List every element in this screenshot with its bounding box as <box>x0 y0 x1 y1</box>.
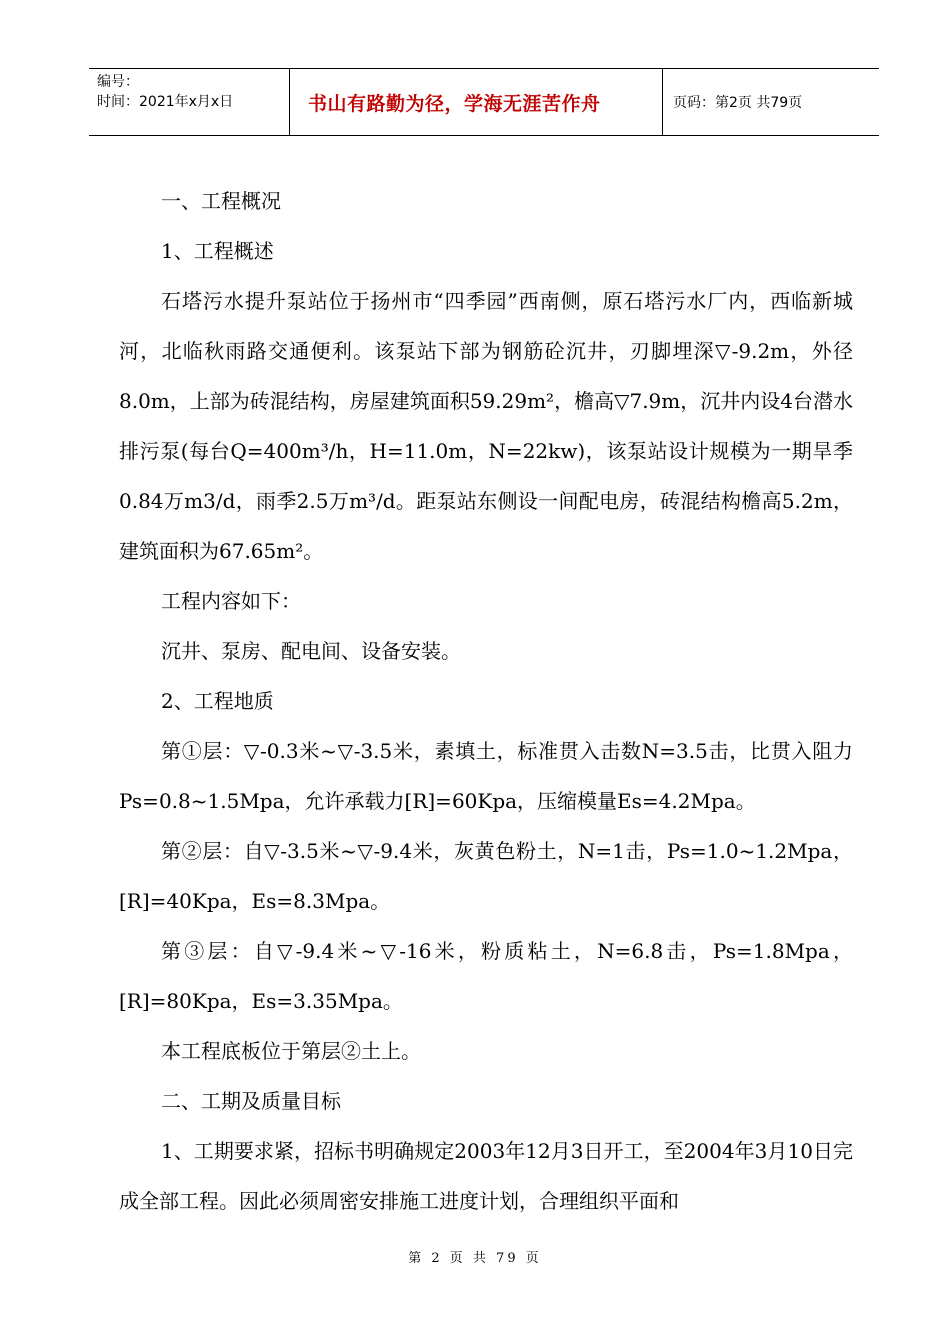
section-heading: 一、工程概况 <box>161 189 281 213</box>
body-paragraph: 第②层：自▽-3.5米~▽-9.4米，灰黄色粉土，N=1击，Ps=1.0~1.2Mpa，[R]=40Kpa，Es=8.3Mpa。 <box>119 839 853 913</box>
body-paragraph: 工程内容如下： <box>161 589 301 613</box>
section-heading: 二、工期及质量目标 <box>161 1089 341 1113</box>
header-page-info: 页码：第2页 共79页 <box>673 95 803 111</box>
header-motto: 书山有路勤为径，学海无涯苦作舟 <box>290 69 663 135</box>
body-paragraph: 第①层：▽-0.3米~▽-3.5米，素填土，标准贯入击数N=3.5击，比贯入阻力Ps=0.8~1.5Mpa，允许承载力[R]=60Kpa，压缩模量Es=4.2Mpa。 <box>119 739 853 813</box>
header-table <box>89 68 879 136</box>
subsection-heading: 1、工程概述 <box>161 239 274 263</box>
body-paragraph: 本工程底板位于第层②土上。 <box>161 1039 421 1063</box>
document-body <box>119 176 853 1226</box>
page-footer: 第 2 页 共 79 页 <box>408 1251 542 1266</box>
body-paragraph: 1、工期要求紧，招标书明确规定2003年12月3日开工，至2004年3月10日完成全部工程。因此必须周密安排施工进度计划，合理组织平面和 <box>119 1139 853 1213</box>
subsection-heading: 2、工程地质 <box>161 689 274 713</box>
header-meta-cell <box>89 69 290 135</box>
body-paragraph: 石塔污水提升泵站位于扬州市“四季园”西南侧，原石塔污水厂内，西临新城河，北临秋雨路交通便利。该泵站下部为钢筋砼沉井，刃脚埋深▽-9.2m，外径8.0m，上部为砖混结构，房屋建筑面积59.29m²，檐高▽7.9m，沉井内设4台潜水排污泵(每台Q=400m³/h，H=11.0m，N=22kw)，该泵站设计规模为一期旱季0.84万m3/d，雨季2.5万m³/d。距泵站东侧设一间配电房，砖混结构檐高5.2m，建筑面积为67.65m²。 <box>119 289 853 563</box>
doc-number-label: 编号： <box>97 74 139 90</box>
body-paragraph: 第③层：自▽-9.4米~▽-16米，粉质粘土，N=6.8击，Ps=1.8Mpa，[R]=80Kpa，Es=3.35Mpa。 <box>119 939 853 1013</box>
doc-time-label: 时间：2021年x月x日 <box>97 94 234 110</box>
body-paragraph: 沉井、泵房、配电间、设备安装。 <box>161 639 461 663</box>
